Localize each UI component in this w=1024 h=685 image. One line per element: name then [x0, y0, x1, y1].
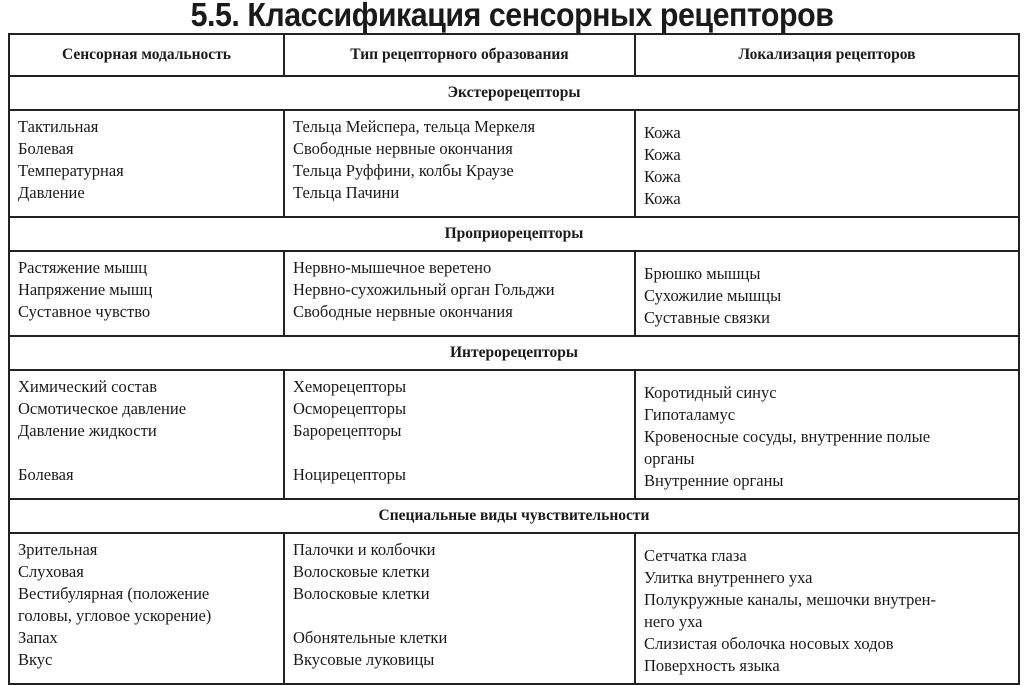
cell-line: Вестибулярная (положение	[18, 584, 210, 603]
cell-line: Улитка внутреннего уха	[644, 568, 813, 587]
receptor-type-cell	[284, 370, 635, 499]
cell-line: Химический состав	[18, 377, 158, 396]
cell-line: Кожа	[644, 123, 681, 142]
cell-line: Волосковые клетки	[293, 584, 430, 603]
table-header-row	[9, 34, 1019, 76]
localization-cell	[635, 251, 1019, 336]
cell-line: Брюшко мышцы	[644, 264, 761, 283]
cell-line: Поверхность языка	[644, 656, 780, 675]
cell-line: Болевая	[18, 139, 74, 158]
table-row	[9, 251, 1019, 336]
receptor-type-cell	[284, 533, 635, 684]
section-header-row	[9, 76, 1019, 110]
cell-line: Свободные нервные окончания	[293, 139, 513, 158]
cell-line: Хеморецепторы	[293, 377, 407, 396]
cell-line: Сухожилие мышцы	[644, 286, 782, 305]
section-header-row	[9, 217, 1019, 251]
column-header-modality: Сенсорная модальность	[9, 34, 284, 76]
cell-line: Слуховая	[18, 562, 84, 581]
section-header-row	[9, 499, 1019, 533]
cell-line: Вкус	[18, 650, 53, 669]
cell-line: Полукружные каналы, мешочки внутрен-	[644, 590, 936, 609]
cell-line: Свободные нервные окончания	[293, 302, 513, 321]
cell-line: Волосковые клетки	[293, 562, 430, 581]
cell-line	[293, 605, 626, 627]
cell-line: Коротидный синус	[644, 383, 777, 402]
cell-line: Суставное чувство	[18, 302, 151, 321]
cell-line: Осмотическое давление	[18, 399, 187, 418]
cell-line: Внутренние органы	[644, 471, 784, 490]
column-header-receptor-type: Тип рецепторного образования	[284, 34, 635, 76]
table-row	[9, 533, 1019, 684]
table-row	[9, 370, 1019, 499]
cell-line: Тельца Руффини, колбы Краузе	[293, 161, 514, 180]
cell-line: Слизистая оболочка носовых ходов	[644, 634, 894, 653]
cell-line: Тельца Пачини	[293, 183, 400, 202]
cell-line: Суставные связки	[644, 308, 770, 327]
cell-line: Напряжение мышц	[18, 280, 153, 299]
cell-line: Ноцирецепторы	[293, 465, 406, 484]
cell-line: головы, угловое ускорение)	[18, 606, 212, 625]
cell-line: Растяжение мышц	[18, 258, 148, 277]
modality-cell	[9, 533, 284, 684]
cell-line: Тактильная	[18, 117, 99, 136]
section-header-row	[9, 336, 1019, 370]
cell-line: Сетчатка глаза	[644, 546, 747, 565]
section-title: Экстерорецепторы	[9, 76, 1019, 110]
cell-line: Кожа	[644, 167, 681, 186]
section-title: Интерорецепторы	[9, 336, 1019, 370]
cell-line: Нервно-сухожильный орган Гольджи	[293, 280, 555, 299]
localization-cell	[635, 110, 1019, 217]
cell-line: органы	[644, 449, 695, 468]
cell-line: Вкусовые луковицы	[293, 650, 435, 669]
cell-line: него уха	[644, 612, 703, 631]
cell-line: Кожа	[644, 145, 681, 164]
cell-line	[18, 442, 275, 464]
cell-line: Температурная	[18, 161, 124, 180]
receptor-type-cell	[284, 110, 635, 217]
cell-line: Давление	[18, 183, 85, 202]
cell-line: Барорецепторы	[293, 421, 402, 440]
modality-cell	[9, 370, 284, 499]
receptor-type-cell	[284, 251, 635, 336]
cell-line: Осморецепторы	[293, 399, 407, 418]
table-row	[9, 110, 1019, 217]
page-title: 5.5. Классификация сенсорных рецепторов	[190, 0, 834, 33]
cell-line: Давление жидкости	[18, 421, 157, 440]
section-title: Проприорецепторы	[9, 217, 1019, 251]
cell-line: Болевая	[18, 465, 74, 484]
cell-line: Запах	[18, 628, 58, 647]
localization-cell	[635, 533, 1019, 684]
cell-line: Обонятельные клетки	[293, 628, 448, 647]
cell-line: Кожа	[644, 189, 681, 208]
localization-cell	[635, 370, 1019, 499]
cell-line: Гипоталамус	[644, 405, 736, 424]
cell-line: Палочки и колбочки	[293, 540, 436, 559]
column-header-localization: Локализация рецепторов	[635, 34, 1019, 76]
cell-line	[293, 442, 626, 464]
cell-line: Нервно-мышечное веретено	[293, 258, 492, 277]
cell-line: Кровеносные сосуды, внутренние полые	[644, 427, 931, 446]
receptor-classification-table	[8, 33, 1020, 685]
modality-cell	[9, 110, 284, 217]
modality-cell	[9, 251, 284, 336]
cell-line: Зрительная	[18, 540, 98, 559]
cell-line: Тельца Мейспера, тельца Меркеля	[293, 117, 536, 136]
section-title: Специальные виды чувствительности	[9, 499, 1019, 533]
